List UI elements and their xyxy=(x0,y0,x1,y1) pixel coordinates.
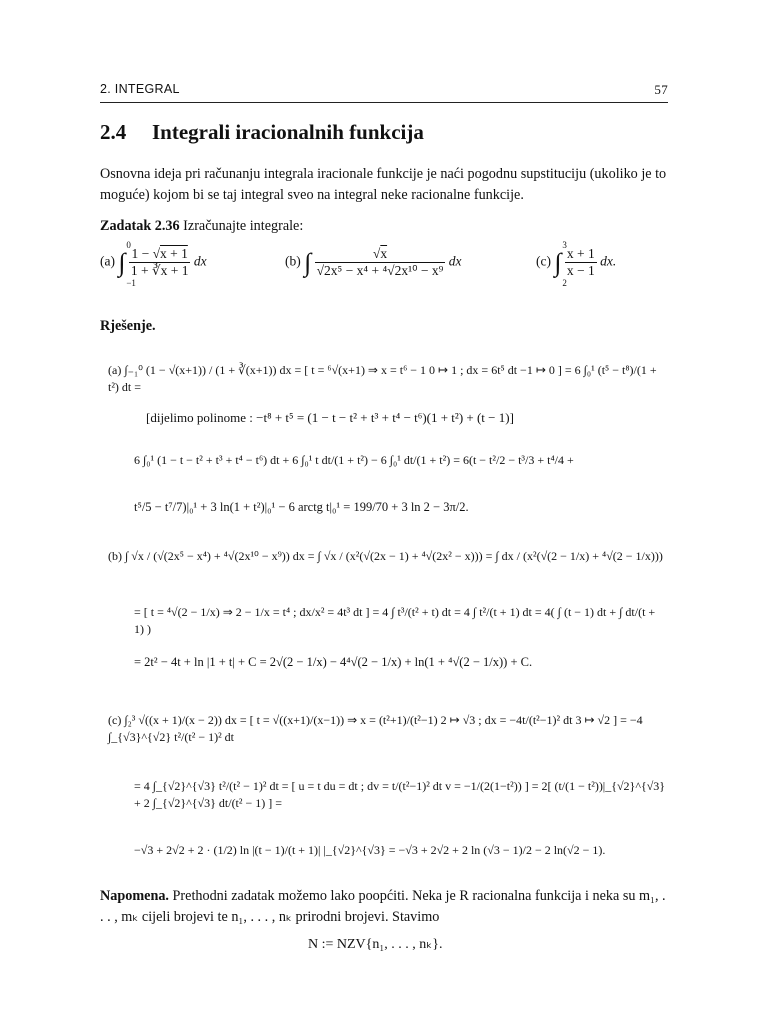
problem-a-label: (a) xyxy=(100,253,115,269)
section-number: 2.4 xyxy=(100,120,127,144)
solution-b-line-1: (b) ∫ √x / (√(2x⁵ − x⁴) + ⁴√(2x¹⁰ − x⁹)) dx = ∫ √x / (x²(√(2x − 1) + ⁴√(2x² − x))) = ∫ dx / (x²(√(2 − 1/x) + ⁴√(2 − 1/x))) xyxy=(108,549,663,563)
solution-b-line-2: = [ t = ⁴√(2 − 1/x) ⇒ 2 − 1/x = t⁴ ; dx/x² = 4t³ dt ] = 4 ∫ t³/(t² + t) dt = 4 ∫ t²/(t + 1) dt = 4( ∫ (t − 1) dt + ∫ dt/(t + 1) ) xyxy=(134,605,656,636)
page xyxy=(100,0,668,1024)
solution-a-line-2: [dijelimo polinome : −t⁸ + t⁵ = (1 − t − t² + t³ + t⁴ − t⁶)(1 + t²) + (t − 1)] xyxy=(146,410,514,425)
solution-a-line-4: t⁵/5 − t⁷/7)|₀¹ + 3 ln(1 + t²)|₀¹ − 6 arctg t|₀¹ = 199/70 + 3 ln 2 − 3π/2. xyxy=(134,500,469,514)
section-heading xyxy=(100,120,424,145)
page-number: 57 xyxy=(654,82,668,97)
note-paragraph xyxy=(100,886,668,928)
note-text: Prethodni zadatak možemo lako poopćiti. Neka je R racionalna funkcija i neka su m₁, . . . , mₖ cijeli brojevi te n₁, . . . , nₖ prirodni brojevi. Stavimo xyxy=(100,888,666,925)
integral-sign-icon: ∫ 3 2 xyxy=(554,239,567,288)
note-label: Napomena. xyxy=(100,888,169,904)
problem-c-label: (c) xyxy=(536,253,551,269)
task-line xyxy=(100,216,668,237)
chapter-label: 2. INTEGRAL xyxy=(100,82,180,96)
intro-paragraph: Osnovna ideja pri računanju integrala iracionale funkcije je naći pogodnu supstituciju (ukoliko je to moguće) kojom bi se taj integral sveo na integral neke racionalne funkcije. xyxy=(100,166,667,203)
problem-a-fraction: $\frac{1 - √x + 1}{1 + ∛x + 1}$ xyxy=(130,246,189,278)
solution-b-line-3: = 2t² − 4t + ln |1 + t| + C = 2√(2 − 1/x) − 4⁴√(2 − 1/x) + ln(1 + ⁴√(2 − 1/x)) + C. xyxy=(134,655,533,669)
section-title: Integrali iracionalnih funkcija xyxy=(152,120,424,144)
integral-sign-icon: ∫ 0 −1 xyxy=(118,239,136,288)
solution-c-line-1: (c) ∫₂³ √((x + 1)/(x − 2)) dx = [ t = √((x+1)/(x−1)) ⇒ x = (t²+1)/(t²−1) 2 ↦ √3 ; dx = −4t/(t²−1)² dt 3 ↦ √2 ] = −4 ∫_{√3}^{√2} t²/(t² − 1)² dt xyxy=(108,713,643,744)
solution-a-line-3: 6 ∫₀¹ (1 − t − t² + t³ + t⁴ − t⁶) dt + 6 ∫₀¹ t dt/(1 + t²) − 6 ∫₀¹ dt/(1 + t²) = 6(t − t²/2 − t³/3 + t⁴/4 + xyxy=(134,453,574,467)
solution-c-line-3: −√3 + 2√2 + 2 · (1/2) ln |(t − 1)/(t + 1)| |_{√2}^{√3} = −√3 + 2√2 + 2 ln (√3 − 1)/2 − 2 ln(√2 − 1). xyxy=(134,843,606,857)
problem-c-fraction: $\frac{x + 1}{x - 1}$ xyxy=(566,246,595,278)
solution-label: Rješenje. xyxy=(100,318,156,334)
problem-b-fraction: $\frac{√x}{\text{√2x⁵ − x⁴ + ⁴√2x¹⁰ − x⁹}}$ xyxy=(316,246,444,278)
solution-c-line-2: = 4 ∫_{√2}^{√3} t²/(t² − 1)² dt = [ u = t du = dt ; dv = t/(t²−1)² dt v = −1/(2(1−t²)) ] = 2[ (t/(1 − t²))|_{√2}^{√3} + 2 ∫_{√2}^{√3} dt/(t² − 1) ] = xyxy=(134,779,666,810)
problem-b: (b) ∫ $\frac{√x}{\text{√2x⁵ − x⁴ + ⁴√2x¹⁰ − x⁹}}$ dx xyxy=(285,246,462,278)
solution-a-line-1: (a) ∫₋₁⁰ (1 − √(x+1)) / (1 + ∛(x+1)) dx = [ t = ⁶√(x+1) ⇒ x = t⁶ − 1 0 ↦ 1 ; dx = 6t⁵ dt −1 ↦ 0 ] = 6 ∫₀¹ (t⁵ − t⁸)/(1 + t²) dt = xyxy=(108,363,657,394)
problem-c: (c) ∫ 3 2 $\frac{x + 1}{x - 1}$ dx. xyxy=(536,239,617,288)
task-text: Izračunajte integrale: xyxy=(183,218,304,234)
task-label: Zadatak 2.36 xyxy=(100,218,180,234)
note-formula: N := NZV{n₁, . . . , nₖ}. xyxy=(308,937,443,952)
header-rule xyxy=(100,102,668,103)
problem-b-label: (b) xyxy=(285,253,301,269)
running-header xyxy=(100,82,668,102)
integral-sign-icon: ∫ xyxy=(304,247,312,277)
problem-a: (a) ∫ 0 −1 $\frac{1 - √x + 1}{1 + ∛x + 1}$ dx xyxy=(100,239,207,288)
